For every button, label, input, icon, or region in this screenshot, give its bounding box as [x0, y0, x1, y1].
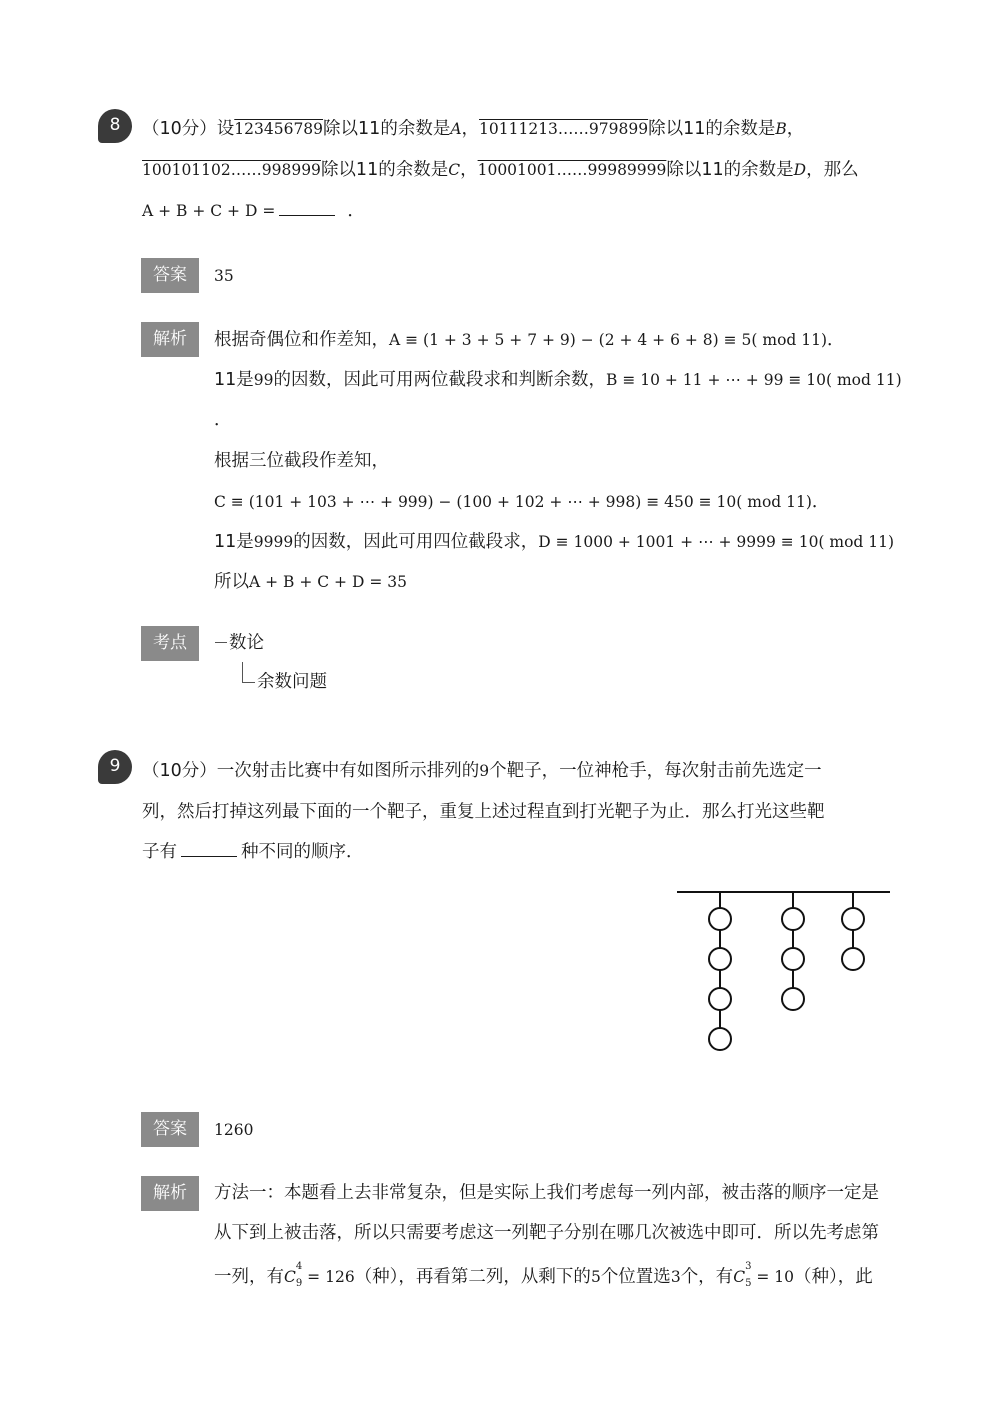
q8-text: 除以11的余数是	[323, 119, 451, 139]
q9-line-3	[142, 840, 364, 864]
kaodian-subtopic: 余数问题	[257, 672, 327, 692]
target-circle	[782, 908, 804, 930]
q8-text: 除以11的余数是	[648, 119, 776, 139]
comb-sub: 9	[295, 1278, 303, 1289]
q8-text: 除以11的余数是	[666, 160, 794, 180]
analysis-line-3: ．	[214, 410, 232, 430]
analysis-label: 解析	[141, 322, 199, 357]
kaodian-label: 考点	[141, 626, 199, 661]
q9-line-1	[142, 759, 822, 783]
analysis-math: B ≡ 10 + 11 + ⋯ + 99 ≡ 10( mod 11)	[606, 371, 902, 389]
analysis-text: ．	[827, 330, 845, 350]
analysis-text: （种），再看第二列，从剩下的	[354, 1267, 591, 1288]
comb-sup: 3	[745, 1261, 752, 1272]
kaodian-topic: 数论	[229, 633, 264, 653]
q9-text: 个靶子，一位神枪手，每次射击前先选定一	[489, 761, 822, 781]
analysis-line-4: 根据三位截段作差知，	[214, 451, 389, 471]
q9-line-2: 列，然后打掉这列最下面的一个靶子，重复上述过程直到打光靶子为止．那么打光这些靶	[142, 802, 825, 822]
target-circle	[842, 948, 864, 970]
analysis-line-1: 方法一：本题看上去非常复杂，但是实际上我们考虑每一列内部，被击落的顺序一定是	[214, 1183, 879, 1203]
question-number-badge: 8	[98, 109, 132, 143]
analysis-text: 的因数，因此可用四位截段求，	[293, 532, 539, 552]
analysis-line-2: 从下到上被击落，所以只需要考虑这一列靶子分别在哪几次被选中即可．所以先考虑第	[214, 1223, 879, 1243]
target-circle	[709, 988, 731, 1010]
analysis-line-7	[214, 570, 407, 594]
target-circle	[709, 1028, 731, 1050]
target-circle	[842, 908, 864, 930]
q8-number-overline: 10001001……99989999	[477, 161, 667, 179]
q8-text: ，	[786, 119, 805, 139]
answer-value: 35	[214, 267, 234, 285]
q8-text: ．	[347, 201, 365, 221]
analysis-text: 一列，有	[214, 1267, 284, 1288]
analysis-math: A ≡ (1 + 3 + 5 + 7 + 9) − (2 + 4 + 6 + 8) ≡ 5( mod 11)	[389, 331, 828, 349]
analysis-math: C ≡ (101 + 103 + ⋯ + 999) − (100 + 102 + ⋯ + 998) ≡ 450 ≡ 10( mod 11)	[214, 493, 812, 511]
analysis-line-6	[214, 530, 894, 554]
q8-number-overline: 123456789	[234, 120, 324, 138]
analysis-line-2	[214, 368, 902, 392]
analysis-text: 根据奇偶位和作差知，	[214, 330, 389, 350]
q8-line-3	[142, 199, 365, 223]
analysis-line-3: 一列，有$C^4$ 9 = 126（种），再看第二列，从剩下的5个位置选3个，有$C^3$ 5 = 10（种），此	[214, 1262, 873, 1289]
analysis-math: 9999	[253, 533, 294, 551]
analysis-math: A + B + C + D = 35	[249, 573, 407, 591]
q8-text: ，	[461, 119, 480, 139]
tree-connector	[242, 662, 255, 683]
tree-connector	[215, 642, 227, 643]
answer-label: 答案	[141, 258, 199, 293]
analysis-text: 的因数，因此可用两位截段求和判断余数，	[273, 370, 607, 390]
analysis-math: = 126	[302, 1268, 355, 1287]
q8-text: （10分）设	[142, 119, 235, 139]
analysis-text: 所以	[214, 572, 249, 592]
analysis-math: 99	[253, 371, 274, 389]
q8-var: A	[450, 120, 462, 138]
answer-blank	[181, 840, 237, 857]
q8-var: B	[775, 120, 787, 138]
q8-var: D	[793, 161, 807, 179]
comb-sub: 5	[745, 1278, 752, 1289]
q8-text: ，	[460, 160, 478, 180]
target-circle	[782, 948, 804, 970]
q9-math: 9	[479, 762, 490, 780]
targets-figure	[675, 882, 895, 1052]
q8-number-overline: 10111213……979899	[479, 120, 649, 138]
analysis-math: 5	[590, 1268, 601, 1287]
q9-text: （10分）一次射击比赛中有如图所示排列的	[142, 761, 480, 781]
target-circle	[709, 948, 731, 970]
q8-line-1	[142, 117, 804, 141]
analysis-text: 11是	[214, 532, 254, 552]
answer-value: 1260	[214, 1121, 254, 1139]
analysis-text: （种），此	[794, 1267, 873, 1288]
q9-text: 子有	[142, 842, 177, 862]
answer-blank	[279, 199, 335, 216]
analysis-line-5	[214, 490, 829, 514]
analysis-line-1	[214, 328, 845, 352]
q8-var: C	[448, 161, 461, 179]
q8-text: 除以11的余数是	[320, 160, 449, 180]
q8-text: ，那么	[806, 160, 859, 180]
analysis-text: 个位置选	[600, 1267, 671, 1288]
comb-sup: 4	[295, 1261, 303, 1272]
analysis-text: 11是	[214, 370, 254, 390]
analysis-label: 解析	[141, 1176, 199, 1211]
analysis-math: 3	[670, 1268, 681, 1287]
q8-expression: A + B + C + D =	[142, 202, 276, 220]
answer-label: 答案	[141, 1112, 199, 1147]
analysis-text: 个，有	[680, 1267, 734, 1288]
q8-number-overline: 100101102……998999	[142, 161, 321, 179]
analysis-math: = 10	[751, 1268, 795, 1287]
q8-line-2	[142, 158, 859, 182]
q9-text: 种不同的顺序．	[241, 842, 364, 862]
question-number-badge: 9	[98, 750, 132, 784]
analysis-text: ．	[811, 492, 830, 512]
analysis-math: D ≡ 1000 + 1001 + ⋯ + 9999 ≡ 10( mod 11)	[538, 533, 895, 551]
target-circle	[709, 908, 731, 930]
target-circle	[782, 988, 804, 1010]
